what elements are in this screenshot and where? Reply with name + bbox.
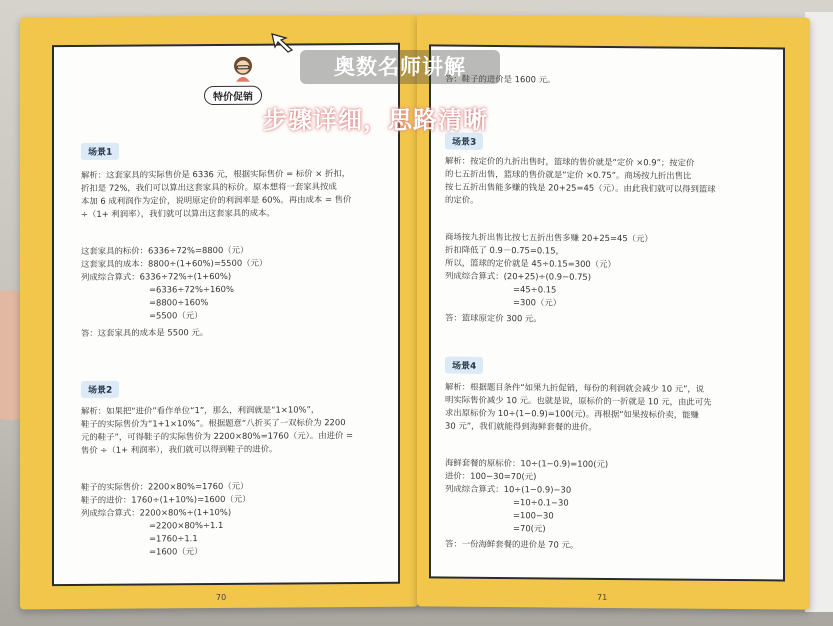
calc-line: 列成综合算式：2200×80%÷(1+10%) bbox=[81, 506, 232, 518]
calc-line: 商场按九折出售比按七五折出售多赚 20+25=45（元） bbox=[445, 231, 653, 244]
text-line: 解析：如果把“进价”看作单位“1”，那么，利润就是“1×10%”， bbox=[81, 404, 320, 416]
topic-header-label: 特价促销 bbox=[204, 86, 262, 105]
calc-line: =300（元） bbox=[513, 297, 562, 308]
calc-line: =100−30 bbox=[513, 510, 554, 521]
pointer-arrow-icon bbox=[268, 30, 298, 54]
scene-1-title: 场景1 bbox=[81, 143, 119, 160]
overlay-subtitle: 步骤详细，思路清晰 bbox=[263, 106, 488, 134]
scene-2-calculation bbox=[81, 479, 391, 559]
text-line: 鞋子的实际售价为“1+1×10%”。根据题意“八折买了一双标价为 2200 bbox=[81, 417, 346, 429]
previous-answer-line: 答：鞋子的进价是 1600 元。 bbox=[445, 73, 556, 85]
calc-line: =8800÷160% bbox=[149, 297, 209, 308]
calc-line: 列成综合算式：10÷(1−0.9)−30 bbox=[445, 483, 572, 495]
calc-line: =6336÷72%÷160% bbox=[149, 283, 234, 295]
teacher-avatar-icon bbox=[229, 54, 257, 82]
scene-4-title: 场景4 bbox=[445, 357, 483, 374]
calc-line: =5500（元） bbox=[149, 310, 203, 321]
text-line: 解析：按定价的九折出售时，篮球的售价就是“定价 ×0.9”；按定价 bbox=[445, 155, 695, 168]
calc-line: =10÷0.1−30 bbox=[513, 497, 569, 508]
scene-3-analysis bbox=[445, 155, 775, 210]
text-line: 按七五折出售能多赚的钱是 20+25=45（元）。由此我们就可以得到篮球 bbox=[445, 181, 716, 194]
text-line: 售价 ÷（1+ 利润率），我们就可以得到鞋子的进价。 bbox=[81, 443, 278, 455]
text-line: 解析：这套家具的实际售价是 6336 元，根据实际售价 = 标价 × 折扣， bbox=[81, 168, 351, 180]
calc-line: 海鲜套餐的原标价：10÷(1−0.9)=100(元) bbox=[445, 457, 609, 469]
scene-3-title: 场景3 bbox=[445, 133, 483, 150]
calc-line: =1600（元） bbox=[149, 546, 203, 557]
calc-line: 这套家具的成本：8800÷(1+60%)=5500（元） bbox=[81, 257, 268, 269]
calc-line: 鞋子的进价：1760÷(1+10%)=1600（元） bbox=[81, 493, 251, 505]
text-line: 本加 6 成利润作为定价，说明原定价的利润率是 60%。再由成本 = 售价 bbox=[81, 194, 352, 206]
scene-2-title: 场景2 bbox=[81, 381, 119, 398]
scene-1-analysis bbox=[81, 167, 391, 221]
calc-line: 这套家具的标价：6336÷72%=8800（元） bbox=[81, 244, 249, 256]
answer-line: 答：这套家具的成本是 5500 元。 bbox=[81, 327, 209, 338]
calc-line: =1760÷1.1 bbox=[149, 533, 198, 544]
calc-line: 所以，篮球的定价就是 45÷0.15=300（元） bbox=[445, 257, 616, 270]
text-line: 解析：根据题目条件“如果九折促销，每份的利润就会减少 10 元”，说 bbox=[445, 381, 705, 394]
calc-line: 鞋子的实际售价：2200×80%=1760（元） bbox=[81, 480, 249, 492]
overlay-title: 奥数名师讲解 bbox=[300, 50, 500, 84]
text-line: 的七五折出售，篮球的售价就是“定价 ×0.75”。商场按九折出售比 bbox=[445, 168, 692, 181]
calc-line: =2200×80%÷1.1 bbox=[149, 519, 224, 531]
scene-1-calculation bbox=[81, 243, 391, 340]
calc-line: 列成综合算式：6336÷72%÷(1+60%) bbox=[81, 270, 232, 282]
calc-line: 列成综合算式：(20+25)÷(0.9−0.75) bbox=[445, 270, 592, 282]
page-number-right: 71 bbox=[597, 592, 608, 602]
text-line: ÷（1+ 利润率），我们就可以算出这套家具的成本。 bbox=[81, 207, 275, 219]
text-line: 的定价。 bbox=[445, 194, 479, 205]
calc-line: 折扣降低了 0.9－0.75=0.15， bbox=[445, 244, 564, 256]
scene-4-analysis bbox=[445, 381, 775, 436]
calc-line: =45÷0.15 bbox=[513, 284, 557, 295]
calc-line: =70(元) bbox=[513, 523, 546, 534]
text-line: 元的鞋子”，可得鞋子的实际售价为 2200×80%=1760（元）。由进价 = bbox=[81, 430, 354, 442]
text-line: 明实际售价减少 10 元。也就是说，原标价的一折就是 10 元，由此可先 bbox=[445, 394, 712, 407]
text-line: 折扣是 72%，我们可以算出这套家具的标价。原本想将一套家具按成 bbox=[81, 181, 337, 193]
answer-line: 答：篮球原定价 300 元。 bbox=[445, 312, 542, 324]
scene-2-analysis bbox=[81, 403, 391, 457]
scene-4-calculation bbox=[445, 457, 775, 554]
answer-line: 答：一份海鲜套餐的进价是 70 元。 bbox=[445, 538, 579, 550]
text-line: 求出原标价为 10÷(1−0.9)=100(元)。再根据“如果按标价卖，能赚 bbox=[445, 407, 699, 420]
scene-3-calculation bbox=[445, 231, 775, 328]
text-line: 30 元”，我们就能得到海鲜套餐的进价。 bbox=[445, 420, 597, 432]
calc-line: 进价：100−30=70(元) bbox=[445, 470, 537, 482]
page-number-left: 70 bbox=[216, 592, 227, 603]
